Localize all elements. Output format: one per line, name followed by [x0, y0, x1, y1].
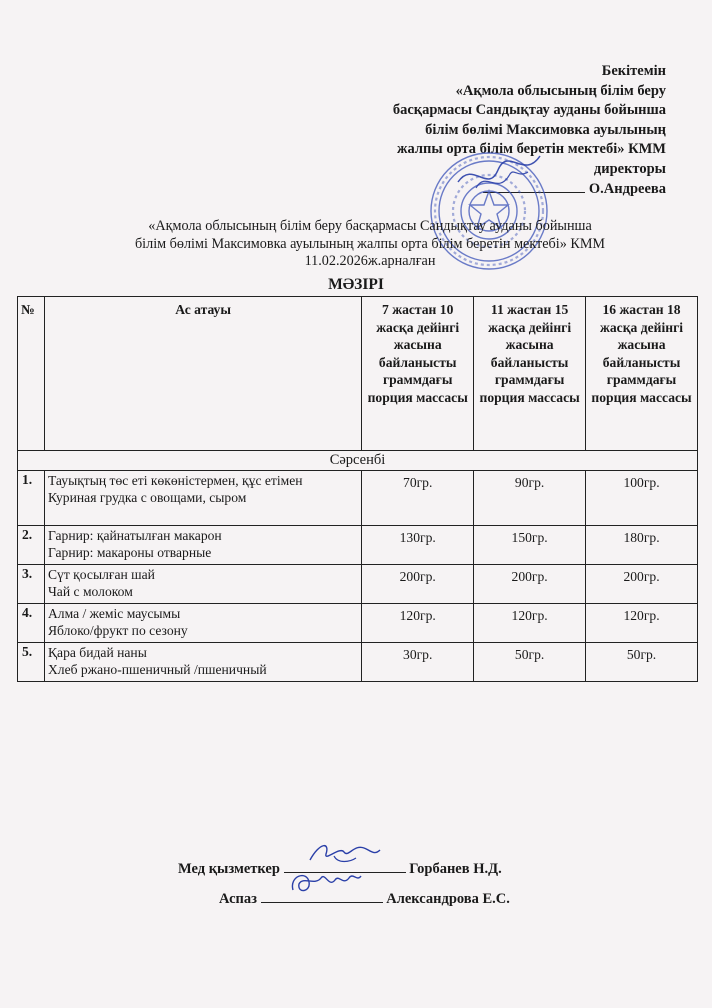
- day-label: Сәрсенбі: [18, 451, 698, 471]
- document-subtitle: [60, 218, 680, 271]
- header-age-16-18: 16 жастан 18 жасқа дейінгі жасына байланысты граммдағы порция массасы: [586, 297, 698, 451]
- portion-age-7-10: 70гр.: [362, 471, 474, 526]
- dish-cell: [44, 526, 361, 565]
- signature-icon: [285, 866, 365, 900]
- dish-ru: Куриная грудка с овощами, сыром: [47, 490, 247, 505]
- row-num: 3.: [18, 565, 45, 604]
- portion-age-16-18: 120гр.: [586, 604, 698, 643]
- portion-age-7-10: 130гр.: [362, 526, 474, 565]
- table-header-row: [18, 297, 698, 451]
- portion-age-7-10: 120гр.: [362, 604, 474, 643]
- header-dish-name: Ас атауы: [44, 297, 361, 451]
- dish-kz: Қара бидай наны: [47, 645, 147, 660]
- approval-line: Бекітемін: [601, 63, 666, 79]
- med-worker-label: Мед қызметкер: [178, 861, 280, 877]
- menu-table: [17, 296, 698, 682]
- portion-age-11-15: 200гр.: [474, 565, 586, 604]
- table-row: [18, 565, 698, 604]
- dish-kz: Сүт қосылған шай: [47, 567, 155, 582]
- portion-age-16-18: 50гр.: [586, 643, 698, 682]
- table-row: [18, 604, 698, 643]
- table-row: [18, 471, 698, 526]
- approval-line: жалпы орта білім беретін мектебі» КММ: [397, 141, 666, 158]
- table-row: [18, 526, 698, 565]
- row-num: 1.: [18, 471, 45, 526]
- dish-kz: Гарнир: қайнатылған макарон: [47, 528, 222, 543]
- day-row: [18, 451, 698, 471]
- header-age-11-15: 11 жастан 15 жасқа дейінгі жасына байланысты граммдағы порция массасы: [474, 297, 586, 451]
- approval-signer: О.Андреева: [588, 180, 666, 197]
- cook-signature-line: [261, 888, 383, 903]
- row-num: 4.: [18, 604, 45, 643]
- approval-line: білім бөлімі Максимовка ауылының: [425, 121, 666, 138]
- approval-line: басқармасы Сандықтау ауданы бойынша: [392, 102, 666, 119]
- header-num: №: [18, 297, 45, 451]
- cook-label: Аспаз: [219, 891, 257, 907]
- dish-kz: Алма / жеміс маусымы: [47, 606, 181, 621]
- portion-age-11-15: 50гр.: [474, 643, 586, 682]
- dish-cell: [44, 565, 361, 604]
- portion-age-11-15: 120гр.: [474, 604, 586, 643]
- dish-ru: Чай с молоком: [47, 584, 133, 599]
- dish-cell: [44, 604, 361, 643]
- dish-ru: Яблоко/фрукт по сезону: [47, 623, 188, 638]
- header-age-7-10: 7 жастан 10 жасқа дейінгі жасына байланысты граммдағы порция массасы: [362, 297, 474, 451]
- menu-title: МӘЗІРІ: [328, 276, 384, 293]
- portion-age-16-18: 180гр.: [586, 526, 698, 565]
- portion-age-11-15: 150гр.: [474, 526, 586, 565]
- dish-cell: [44, 471, 361, 526]
- subtitle-date: 11.02.2026ж.арналған: [304, 253, 436, 269]
- approval-line: директоры: [593, 160, 666, 177]
- portion-age-16-18: 200гр.: [586, 565, 698, 604]
- row-num: 2.: [18, 526, 45, 565]
- dish-kz: Тауықтың төс еті көкөністермен, құс етімен: [47, 473, 303, 488]
- signature-icon: [304, 838, 384, 868]
- portion-age-7-10: 30гр.: [362, 643, 474, 682]
- cook-name: Александрова Е.С.: [386, 891, 510, 907]
- portion-age-7-10: 200гр.: [362, 565, 474, 604]
- row-num: 5.: [18, 643, 45, 682]
- dish-ru: Гарнир: макароны отварные: [47, 545, 212, 560]
- dish-cell: [44, 643, 361, 682]
- dish-ru: Хлеб ржано-пшеничный /пшеничный: [47, 662, 267, 677]
- med-worker-name: Горбанев Н.Д.: [409, 861, 502, 877]
- portion-age-16-18: 100гр.: [586, 471, 698, 526]
- table-row: [18, 643, 698, 682]
- portion-age-11-15: 90гр.: [474, 471, 586, 526]
- approval-line: «Ақмола облысының білім беру: [455, 82, 666, 99]
- subtitle-line: «Ақмола облысының білім беру басқармасы Сандықтау ауданы бойынша: [148, 218, 592, 234]
- subtitle-line: білім бөлімі Максимовка ауылының жалпы орта білім беретін мектебі» КММ: [134, 235, 606, 252]
